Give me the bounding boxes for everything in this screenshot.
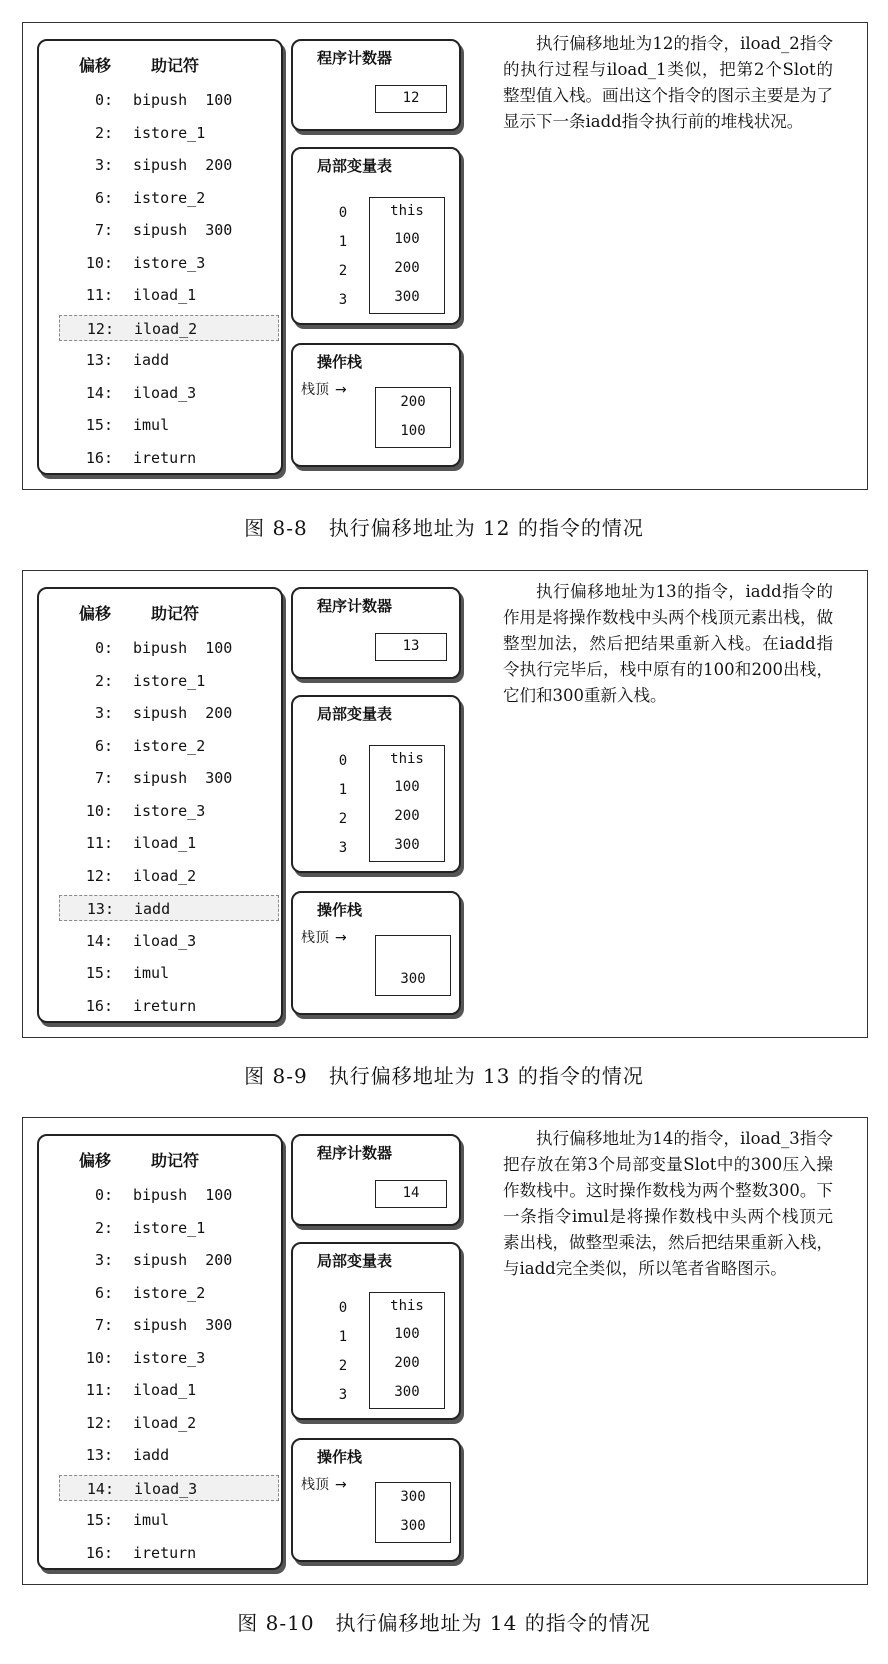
instruction-mnemonic: imul bbox=[133, 416, 170, 434]
instruction-mnemonic: istore_3 bbox=[133, 253, 206, 272]
arrow-right-icon: → bbox=[335, 930, 347, 946]
figure-frame bbox=[22, 22, 868, 490]
operand-stack bbox=[291, 1438, 461, 1562]
local-variable-title: 局部变量表 bbox=[317, 1252, 393, 1270]
instruction-offset: 16: bbox=[85, 996, 113, 1015]
slot-value: 100 bbox=[369, 1321, 445, 1351]
instruction-row bbox=[59, 412, 279, 438]
instruction-offset: 2: bbox=[94, 123, 113, 142]
instruction-row bbox=[59, 830, 279, 856]
program-counter-title: 程序计数器 bbox=[317, 49, 393, 67]
instruction-offset: 7: bbox=[94, 221, 113, 239]
program-counter bbox=[291, 1134, 461, 1226]
slot-value: 200 bbox=[369, 255, 445, 285]
arrow-right-icon: → bbox=[335, 382, 347, 398]
instruction-mnemonic: bipush 100 bbox=[133, 1186, 233, 1204]
instruction-mnemonic: sipush 300 bbox=[133, 1316, 233, 1334]
bytecode-listing bbox=[37, 39, 283, 475]
instruction-offset: 3: bbox=[94, 156, 113, 174]
instruction-mnemonic: sipush 200 bbox=[133, 1251, 233, 1269]
instruction-mnemonic: imul bbox=[133, 964, 170, 982]
stack-slot: 100 bbox=[375, 417, 451, 448]
slot-value: 300 bbox=[369, 284, 445, 314]
slot-index: 3 bbox=[338, 1387, 348, 1403]
instruction-row bbox=[59, 120, 279, 146]
program-counter-value: 12 bbox=[375, 85, 447, 113]
mnemonic-header: 助记符 bbox=[151, 56, 200, 75]
figure-caption: 图 8-8 执行偏移地址为 12 的指令的情况 bbox=[244, 516, 644, 540]
offset-header: 偏移 bbox=[79, 1151, 112, 1170]
instruction-mnemonic: sipush 200 bbox=[133, 156, 233, 174]
operand-stack bbox=[291, 891, 461, 1015]
instruction-mnemonic: iload_2 bbox=[134, 319, 198, 338]
instruction-row bbox=[59, 960, 279, 986]
stack-slot: 300 bbox=[375, 1482, 451, 1513]
instruction-offset: 14: bbox=[85, 383, 113, 402]
slot-index: 0 bbox=[338, 205, 348, 221]
figure-description: 执行偏移地址为13的指令，iadd指令的作用是将操作数栈中头两个栈顶元素出栈，做整型加法，然后把结果重新入栈。在iadd指令执行完毕后，栈中原有的100和200出栈，它们和300重新入栈。 bbox=[503, 582, 833, 705]
instruction-mnemonic: iadd bbox=[133, 351, 170, 369]
slot-index: 1 bbox=[338, 782, 348, 798]
instruction-offset: 3: bbox=[94, 1251, 113, 1269]
instruction-row bbox=[59, 993, 279, 1019]
instruction-offset: 16: bbox=[85, 1543, 113, 1562]
slot-value: this bbox=[369, 745, 445, 775]
instruction-mnemonic: ireturn bbox=[133, 448, 197, 467]
instruction-mnemonic: ireturn bbox=[133, 996, 197, 1015]
instruction-mnemonic: istore_1 bbox=[133, 671, 206, 690]
instruction-row bbox=[59, 1215, 279, 1241]
instruction-offset: 12: bbox=[86, 319, 114, 338]
instruction-row bbox=[59, 733, 279, 759]
instruction-mnemonic: iload_1 bbox=[133, 1381, 197, 1399]
slot-value: this bbox=[369, 1292, 445, 1322]
current-instruction bbox=[59, 895, 279, 921]
instruction-mnemonic: iload_3 bbox=[133, 931, 197, 950]
instruction-row bbox=[59, 347, 279, 373]
instruction-mnemonic: bipush 100 bbox=[133, 91, 233, 109]
instruction-mnemonic: ireturn bbox=[133, 1543, 197, 1562]
operand-stack-title: 操作栈 bbox=[317, 1448, 363, 1466]
instruction-row bbox=[59, 1345, 279, 1371]
instruction-offset: 2: bbox=[94, 1218, 113, 1237]
instruction-row bbox=[59, 798, 279, 824]
instruction-mnemonic: istore_2 bbox=[133, 1283, 206, 1302]
instruction-offset: 12: bbox=[85, 866, 113, 885]
instruction-offset: 12: bbox=[85, 1413, 113, 1432]
instruction-offset: 11: bbox=[85, 834, 113, 852]
instruction-row bbox=[59, 152, 279, 178]
instruction-offset: 7: bbox=[94, 769, 113, 787]
instruction-offset: 2: bbox=[94, 671, 113, 690]
instruction-mnemonic: iload_2 bbox=[133, 1413, 197, 1432]
instruction-row bbox=[59, 1507, 279, 1533]
instruction-row bbox=[59, 250, 279, 276]
program-counter-value: 13 bbox=[375, 633, 447, 661]
local-variable-title: 局部变量表 bbox=[317, 157, 393, 175]
slot-index: 1 bbox=[338, 234, 348, 250]
stack-slot: 200 bbox=[375, 387, 451, 418]
instruction-offset: 6: bbox=[94, 188, 113, 207]
slot-index: 2 bbox=[338, 263, 348, 279]
program-counter bbox=[291, 39, 461, 131]
figure-frame bbox=[22, 1117, 868, 1585]
slot-value: 100 bbox=[369, 226, 445, 256]
operand-stack-title: 操作栈 bbox=[317, 353, 363, 371]
slot-index: 2 bbox=[338, 811, 348, 827]
current-instruction bbox=[59, 315, 279, 341]
instruction-row bbox=[59, 1442, 279, 1468]
stack-top-label bbox=[301, 379, 347, 399]
instruction-row bbox=[59, 445, 279, 471]
program-counter-value: 14 bbox=[375, 1180, 447, 1208]
instruction-offset: 6: bbox=[94, 1283, 113, 1302]
instruction-row bbox=[59, 1540, 279, 1566]
instruction-row bbox=[59, 863, 279, 889]
stack-top-text: 栈顶 bbox=[301, 1477, 329, 1493]
instruction-row bbox=[59, 928, 279, 954]
instruction-row bbox=[59, 765, 279, 791]
instruction-mnemonic: iload_3 bbox=[133, 383, 197, 402]
slot-index: 3 bbox=[338, 840, 348, 856]
slot-index: 3 bbox=[338, 292, 348, 308]
instruction-offset: 6: bbox=[94, 736, 113, 755]
instruction-offset: 10: bbox=[85, 1348, 113, 1367]
bytecode-listing bbox=[37, 1134, 283, 1570]
stack-slot: 300 bbox=[375, 1512, 451, 1543]
instruction-mnemonic: iadd bbox=[133, 1446, 170, 1464]
slot-index: 0 bbox=[338, 753, 348, 769]
stack-top-label bbox=[301, 1474, 347, 1494]
instruction-row bbox=[59, 1410, 279, 1436]
instruction-row bbox=[59, 700, 279, 726]
operand-stack bbox=[291, 343, 461, 467]
figure-frame bbox=[22, 570, 868, 1038]
instruction-offset: 14: bbox=[86, 1479, 114, 1498]
slot-value: 300 bbox=[369, 832, 445, 862]
local-variable-title: 局部变量表 bbox=[317, 705, 393, 723]
instruction-offset: 0: bbox=[94, 91, 113, 109]
local-variable-table bbox=[291, 1242, 461, 1420]
instruction-offset: 15: bbox=[85, 964, 113, 982]
program-counter-title: 程序计数器 bbox=[317, 1144, 393, 1162]
instruction-row bbox=[59, 1182, 279, 1208]
instruction-mnemonic: istore_1 bbox=[133, 123, 206, 142]
local-variable-table bbox=[291, 147, 461, 325]
instruction-row bbox=[59, 380, 279, 406]
instruction-mnemonic: istore_2 bbox=[133, 188, 206, 207]
stack-top-text: 栈顶 bbox=[301, 382, 329, 398]
instruction-offset: 16: bbox=[85, 448, 113, 467]
stack-slot: 300 bbox=[375, 965, 451, 996]
instruction-mnemonic: iload_3 bbox=[134, 1479, 198, 1498]
mnemonic-header: 助记符 bbox=[151, 604, 200, 623]
instruction-row bbox=[59, 1312, 279, 1338]
operand-stack-title: 操作栈 bbox=[317, 901, 363, 919]
program-counter bbox=[291, 587, 461, 679]
instruction-offset: 15: bbox=[85, 1511, 113, 1529]
instruction-row bbox=[59, 1377, 279, 1403]
instruction-mnemonic: iadd bbox=[134, 900, 171, 918]
bytecode-listing bbox=[37, 587, 283, 1023]
instruction-row bbox=[59, 1280, 279, 1306]
instruction-row bbox=[59, 1247, 279, 1273]
slot-value: this bbox=[369, 197, 445, 227]
mnemonic-header: 助记符 bbox=[151, 1151, 200, 1170]
slot-index: 0 bbox=[338, 1300, 348, 1316]
slot-value: 200 bbox=[369, 1350, 445, 1380]
instruction-offset: 7: bbox=[94, 1316, 113, 1334]
instruction-mnemonic: iload_1 bbox=[133, 834, 197, 852]
slot-index: 1 bbox=[338, 1329, 348, 1345]
instruction-offset: 10: bbox=[85, 801, 113, 820]
instruction-row bbox=[59, 87, 279, 113]
local-variable-table bbox=[291, 695, 461, 873]
instruction-offset: 13: bbox=[85, 1446, 113, 1464]
instruction-mnemonic: sipush 300 bbox=[133, 221, 233, 239]
stack-top-label bbox=[301, 927, 347, 947]
instruction-mnemonic: istore_3 bbox=[133, 1348, 206, 1367]
instruction-offset: 11: bbox=[85, 1381, 113, 1399]
figure-description: 执行偏移地址为14的指令，iload_3指令把存放在第3个局部变量Slot中的300压入操作数栈中。这时操作数栈为两个整数300。下一条指令imul是将操作数栈中头两个栈顶元素出栈，做整型乘法，然后把结果重新入栈，与iadd完全类似，所以笔者省略图示。 bbox=[503, 1129, 833, 1278]
instruction-offset: 13: bbox=[85, 351, 113, 369]
current-instruction bbox=[59, 1475, 279, 1501]
instruction-mnemonic: iload_2 bbox=[133, 866, 197, 885]
instruction-offset: 13: bbox=[86, 900, 114, 918]
figure-caption: 图 8-9 执行偏移地址为 13 的指令的情况 bbox=[244, 1064, 644, 1088]
offset-header: 偏移 bbox=[79, 604, 112, 623]
instruction-offset: 0: bbox=[94, 639, 113, 657]
instruction-offset: 14: bbox=[85, 931, 113, 950]
slot-index: 2 bbox=[338, 1358, 348, 1374]
figure-caption: 图 8-10 执行偏移地址为 14 的指令的情况 bbox=[237, 1611, 651, 1635]
arrow-right-icon: → bbox=[335, 1477, 347, 1493]
instruction-mnemonic: istore_2 bbox=[133, 736, 206, 755]
instruction-offset: 0: bbox=[94, 1186, 113, 1204]
instruction-mnemonic: sipush 300 bbox=[133, 769, 233, 787]
instruction-row bbox=[59, 185, 279, 211]
stack-top-text: 栈顶 bbox=[301, 930, 329, 946]
instruction-row bbox=[59, 635, 279, 661]
instruction-offset: 15: bbox=[85, 416, 113, 434]
instruction-mnemonic: bipush 100 bbox=[133, 639, 233, 657]
instruction-mnemonic: istore_3 bbox=[133, 801, 206, 820]
slot-value: 300 bbox=[369, 1379, 445, 1409]
instruction-row bbox=[59, 282, 279, 308]
stack-slot bbox=[375, 935, 451, 966]
instruction-mnemonic: imul bbox=[133, 1511, 170, 1529]
figure-description: 执行偏移地址为12的指令，iload_2指令的执行过程与iload_1类似，把第2个Slot的整型值入栈。画出这个指令的图示主要是为了显示下一条iadd指令执行前的堆栈状况。 bbox=[503, 34, 833, 131]
instruction-mnemonic: iload_1 bbox=[133, 286, 197, 304]
instruction-offset: 11: bbox=[85, 286, 113, 304]
slot-value: 200 bbox=[369, 803, 445, 833]
slot-value: 100 bbox=[369, 774, 445, 804]
instruction-row bbox=[59, 217, 279, 243]
program-counter-title: 程序计数器 bbox=[317, 597, 393, 615]
instruction-offset: 10: bbox=[85, 253, 113, 272]
offset-header: 偏移 bbox=[79, 56, 112, 75]
instruction-offset: 3: bbox=[94, 704, 113, 722]
instruction-row bbox=[59, 668, 279, 694]
instruction-mnemonic: istore_1 bbox=[133, 1218, 206, 1237]
instruction-mnemonic: sipush 200 bbox=[133, 704, 233, 722]
